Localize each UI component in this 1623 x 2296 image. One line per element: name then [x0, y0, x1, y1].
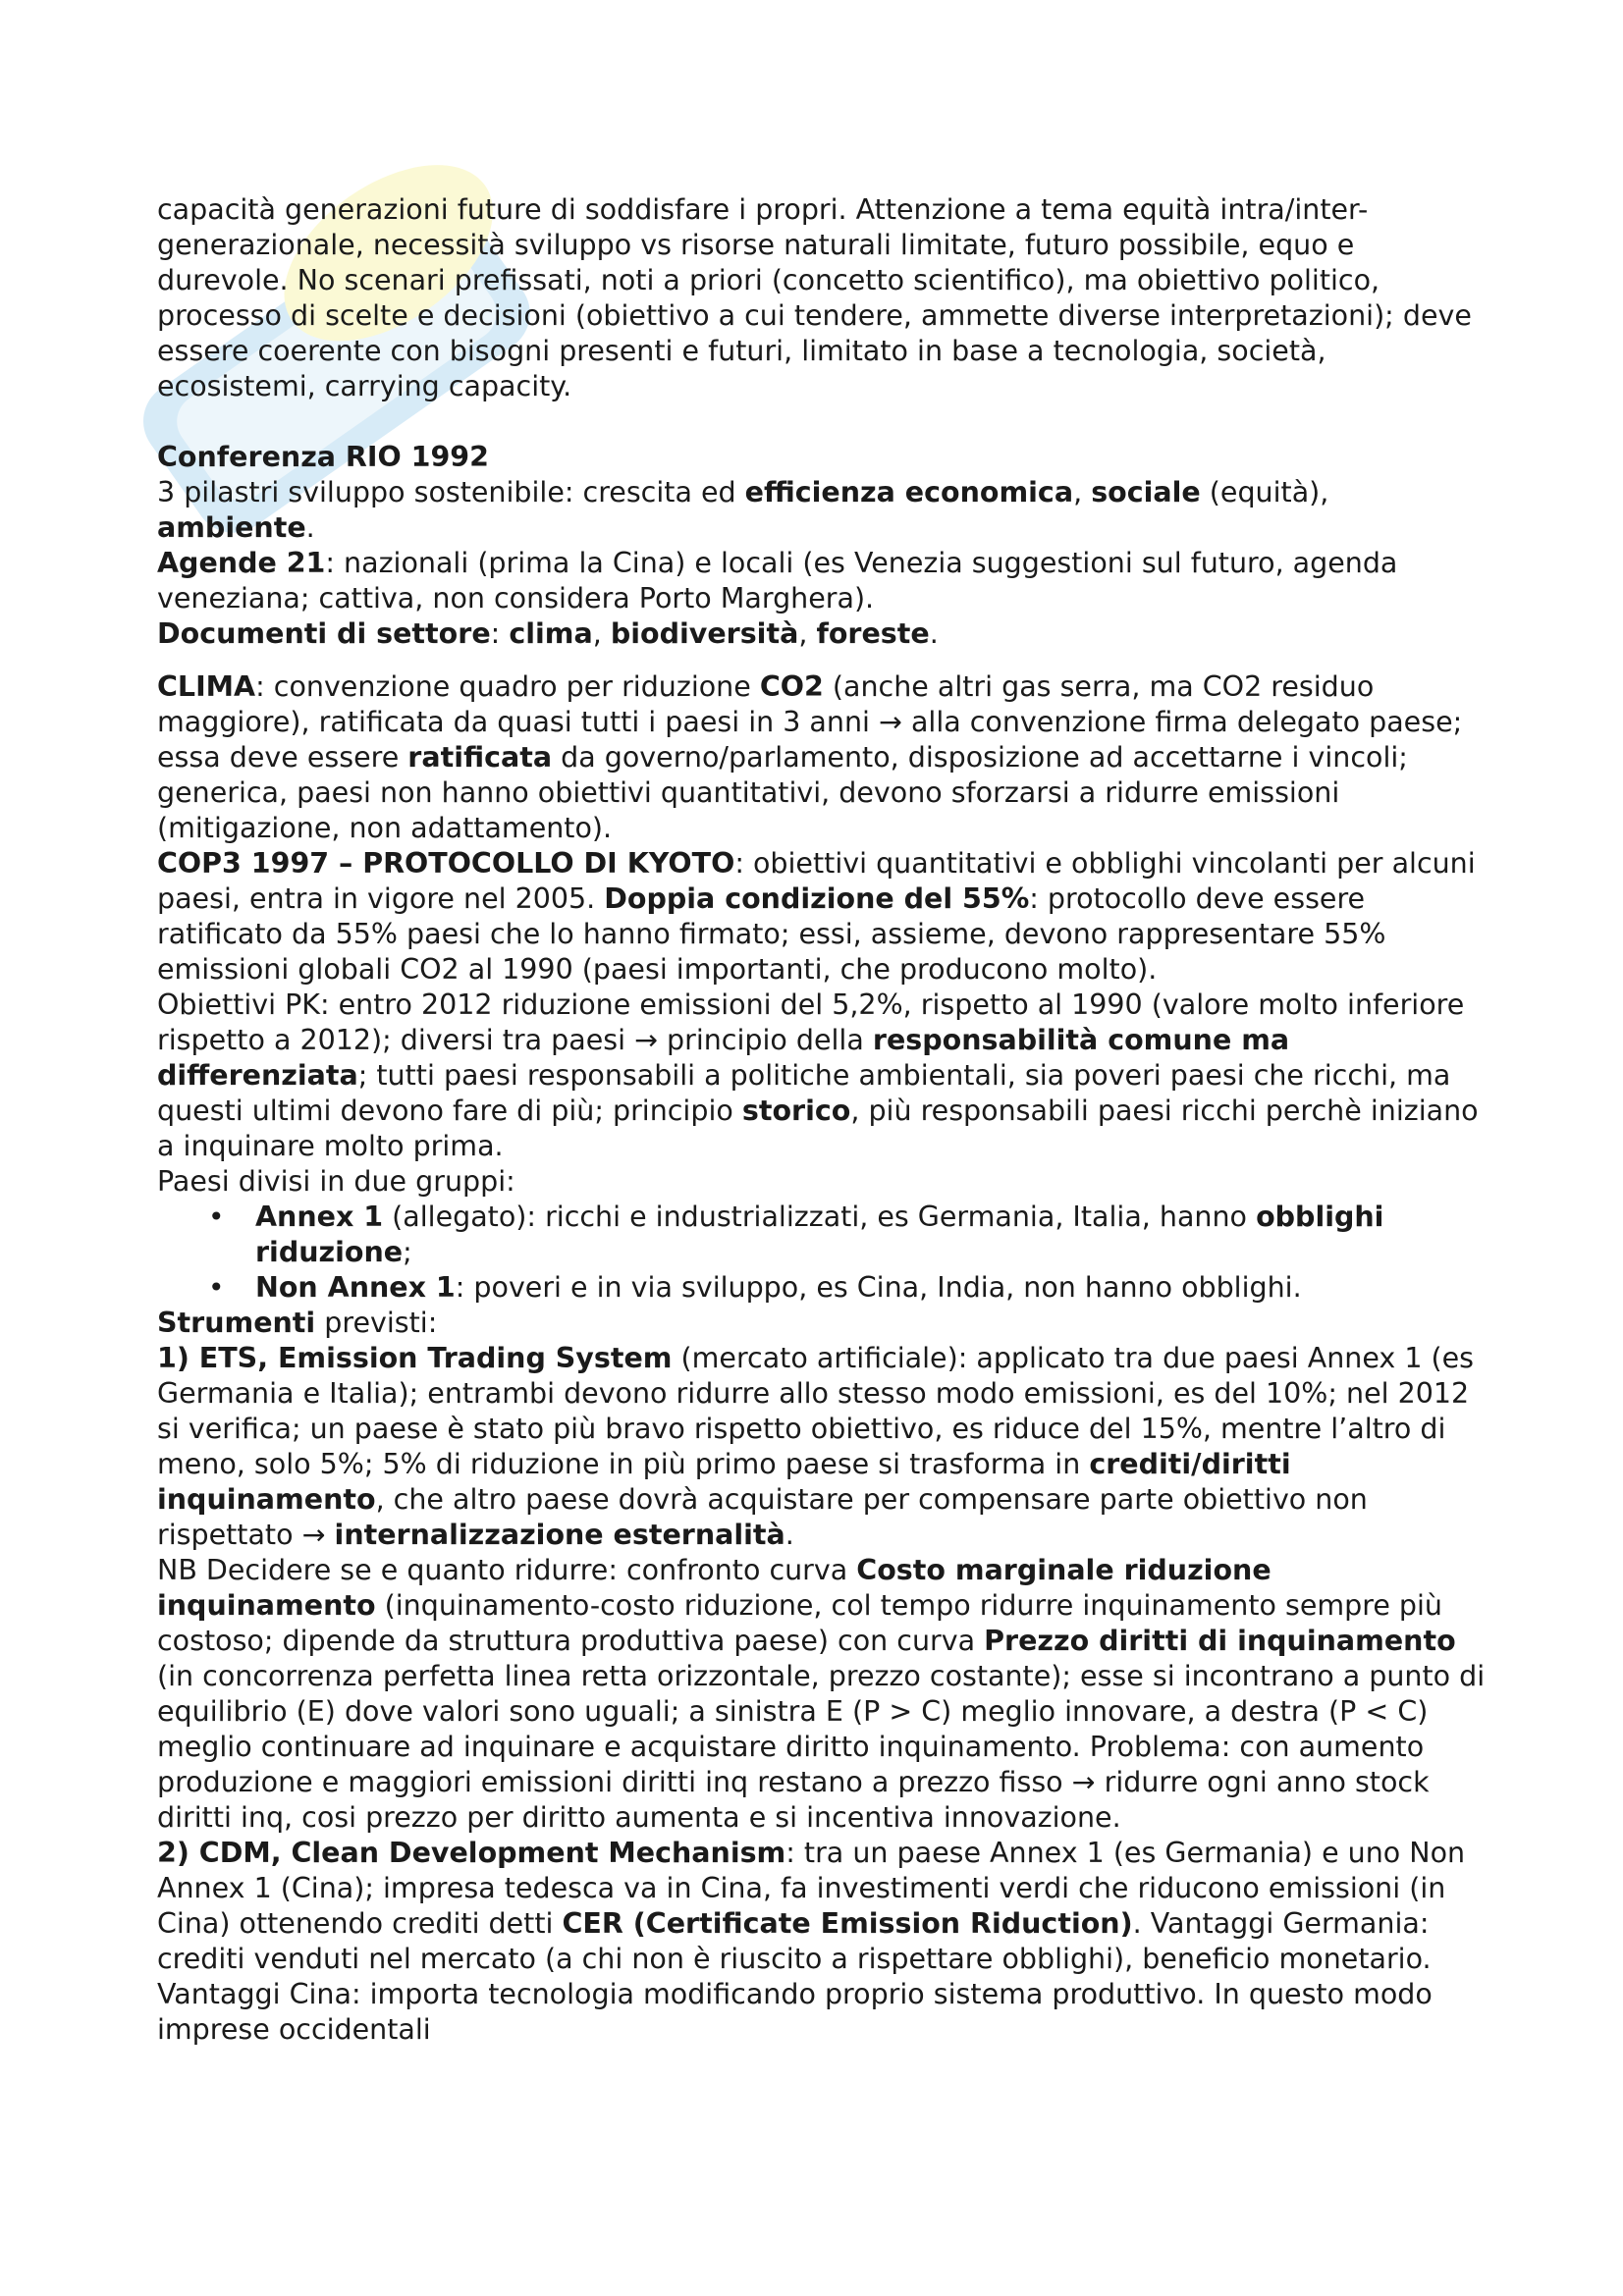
ets-paragraph: 1) ETS, Emission Trading System (mercato artificiale): applicato tra due paesi Annex 1 (es Germania e Italia); entrambi devono ridurre allo stesso modo emissioni, es del 10%; nel 2012 si verifica; un paese è stato più bravo rispetto obiettivo, es riduce del 15%, mentre l’altro di meno, solo 5%; 5% di riduzione in più primo paese si trasforma in crediti/diritti inquinamento, che altro paese dovrà acquistare per compensare parte obiettivo non rispettato → internalizzazione esternalità.: [157, 1342, 1475, 1551]
nb-paragraph: NB Decidere se e quanto ridurre: confronto curva Costo marginale riduzione inquinamento (inquinamento-costo riduzione, col tempo ridurre inquinamento sempre più costoso; dipende da struttura produttiva paese) con curva Prezzo diritti di inquinamento (in concorrenza perfetta linea retta orizzontale, prezzo costante); esse si incontrano a punto di equilibrio (E) dove valori sono uguali; a sinistra E (P > C) meglio innovare, a destra (P < C) meglio continuare ad inquinare e acquistare diritto inquinamento. Problema: con aumento produzione e maggiori emissioni diritti inq restano a prezzo fisso → ridurre ogni anno stock diritti inq, cosi prezzo per diritto aumenta e si incentiva innovazione.: [157, 1554, 1486, 1834]
obiettivi-paragraph: Obiettivi PK: entro 2012 riduzione emissioni del 5,2%, rispetto al 1990 (valore molto inferiore rispetto a 2012); diversi tra paesi → principio della responsabilità comune ma differenziata; tutti paesi responsabili a politiche ambientali, sia poveri paesi che ricchi, ma questi ultimi devono fare di più; principio storico, più responsabili paesi ricchi perchè iniziano a inquinare molto prima.: [157, 988, 1479, 1162]
bullet-icon: •: [208, 1201, 225, 1233]
list-item-text: Annex 1 (allegato): ricchi e industrializzati, es Germania, Italia, hanno obblighi riduzione;: [255, 1201, 1384, 1268]
pillars-paragraph: 3 pilastri sviluppo sostenibile: crescita ed efficienza economica, sociale (equità), ambiente.: [157, 476, 1329, 544]
cop3-paragraph: COP3 1997 – PROTOCOLLO DI KYOTO: obiettivi quantitativi e obblighi vincolanti per alcuni paesi, entra in vigore nel 2005. Doppia condizione del 55%: protocollo deve essere ratificato da 55% paesi che lo hanno firmato; essi, assieme, devono rappresentare 55% emissioni globali CO2 al 1990 (paesi importanti, che producono molto).: [157, 847, 1476, 986]
document-body: [157, 192, 1492, 2048]
country-groups-list: [157, 1200, 1492, 1306]
list-item: [208, 1200, 1492, 1270]
intro-paragraph: capacità generazioni future di soddisfare i propri. Attenzione a tema equità intra/inter-generazionale, necessità sviluppo vs risorse naturali limitate, futuro possibile, equo e durevole. No scenari prefissati, noti a priori (concetto scientifico), ma obiettivo politico, processo di scelte e decisioni (obiettivo a cui tendere, ammette diverse interpretazioni); deve essere coerente con bisogni presenti e futuri, limitato in base a tecnologia, società, ecosistemi, carrying capacity.: [157, 193, 1472, 402]
bullet-icon: •: [208, 1271, 225, 1304]
strumenti-heading: Strumenti previsti:: [157, 1307, 438, 1339]
agende-paragraph: Agende 21: nazionali (prima la Cina) e locali (es Venezia suggestioni sul futuro, agenda veneziana; cattiva, non considera Porto Marghera).: [157, 547, 1398, 614]
list-item: [208, 1270, 1492, 1306]
rio-conference-heading: Conferenza RIO 1992: [157, 441, 489, 473]
clima-paragraph: CLIMA: convenzione quadro per riduzione CO2 (anche altri gas serra, ma CO2 residuo maggiore), ratificata da quasi tutti i paesi in 3 anni → alla convenzione firma delegato paese; essa deve essere ratificata da governo/parlamento, disposizione ad accettarne i vincoli; generica, paesi non hanno obiettivi quantitativi, devono sforzarsi a ridurre emissioni (mitigazione, non adattamento).: [157, 670, 1463, 844]
paesi-divisi-paragraph: Paesi divisi in due gruppi:: [157, 1165, 515, 1198]
list-item-text: Non Annex 1: poveri e in via sviluppo, es Cina, India, non hanno obblighi.: [255, 1271, 1302, 1304]
cdm-paragraph: 2) CDM, Clean Development Mechanism: tra un paese Annex 1 (es Germania) e uno Non Annex 1 (Cina); impresa tedesca va in Cina, fa investimenti verdi che riducono emissioni (in Cina) ottenendo crediti detti CER (Certificate Emission Riduction). Vantaggi Germania: crediti venduti nel mercato (a chi non è riuscito a rispettare obblighi), beneficio monetario. Vantaggi Cina: importa tecnologia modificando proprio sistema produttivo. In questo modo imprese occidentali: [157, 1837, 1466, 2046]
documenti-paragraph: Documenti di settore: clima, biodiversità, foreste.: [157, 617, 939, 650]
